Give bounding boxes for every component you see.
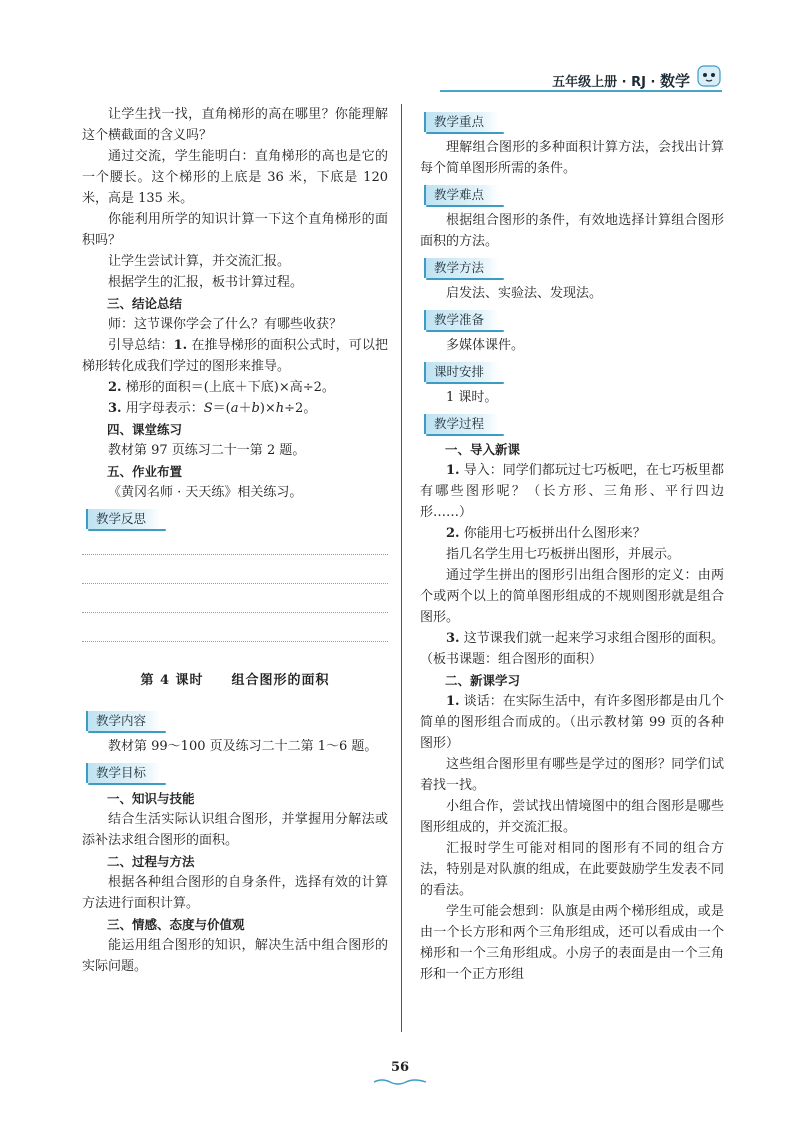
paragraph: 教材第 97 页练习二十一第 2 题。 (108, 443, 306, 458)
right-column (420, 104, 724, 985)
section-heading: 二、过程与方法 (107, 854, 195, 869)
item-number: 2. (446, 526, 460, 541)
paragraph (420, 523, 724, 544)
tag-teaching-reflection: 教学反思 (86, 509, 160, 529)
formula-op: ＋ (238, 401, 252, 416)
paragraph (420, 460, 724, 523)
paragraph: 根据学生的汇报，板书计算过程。 (108, 275, 304, 290)
item-number: 3. (108, 401, 122, 416)
paragraph (82, 377, 388, 398)
paragraph: 学生可能会想到：队旗是由两个梯形组成，或是由一个长方形和两个三角形组成，还可以看成由一个梯形和一个三角形组成。小房子的表面是由一个三角形和一个正方形组 (420, 904, 724, 982)
paragraph: 让学生尝试计算，并交流汇报。 (108, 254, 291, 269)
section-heading: 一、知识与技能 (107, 791, 195, 806)
formula-op: ÷2。 (284, 401, 317, 416)
paragraph (420, 691, 724, 754)
text-span: 在推导梯形的面积公式时，可以把梯形转化成我们学过的图形来推导。 (82, 338, 388, 374)
text-span: 导入：同学们都玩过七巧板吧，在七巧板里都有哪些图形呢？（长方形、三角形、平行四边形……） (420, 463, 724, 520)
paragraph: 根据各种组合图形的自身条件，选择有效的计算方法进行面积计算。 (82, 875, 388, 911)
header-title (552, 70, 690, 91)
paragraph: 让学生找一找，直角梯形的高在哪里？你能理解这个横截面的含义吗？ (82, 107, 388, 143)
dotted-line (82, 583, 388, 584)
paragraph: 指几名学生用七巧板拼出图形，并展示。 (446, 547, 681, 562)
lesson-title: 第 4 课时 组合图形的面积 (140, 673, 330, 688)
mascot-icon (696, 62, 722, 88)
formula-var: a (230, 401, 239, 416)
left-column (82, 104, 388, 977)
paragraph: 根据组合图形的条件，有效地选择计算组合图形面积的方法。 (420, 213, 724, 249)
paragraph: 这些组合图形里有哪些是学过的图形？同学们试着找一找。 (420, 757, 724, 793)
paragraph: 通过交流，学生能明白：直角梯形的高也是它的一个腰长。这个梯形的上底是 36 米，下底是 120 米，高是 135 米。 (82, 149, 388, 206)
page-number: 56 (390, 1060, 410, 1075)
formula-var: S (203, 401, 213, 416)
text-span: 你能用七巧板拼出什么图形来？ (459, 526, 646, 541)
formula-var: b (251, 401, 260, 416)
paragraph: 多媒体课件。 (446, 338, 525, 353)
formula-op: ＝( (212, 401, 231, 416)
paragraph: 理解组合图形的多种面积计算方法，会找出计算每个简单图形所需的条件。 (420, 140, 724, 176)
text-span: 梯形的面积＝(上底＋下底)×高÷2。 (121, 380, 335, 395)
paragraph (82, 398, 388, 419)
text-span: 引导总结： (108, 338, 174, 353)
text-span: 这节课我们就一起来学习求组合图形的面积。（板书课题：组合图形的面积） (420, 631, 724, 667)
tag-methods: 教学方法 (424, 258, 498, 278)
paragraph: 1 课时。 (446, 390, 498, 405)
paragraph: 教材第 99～100 页及练习二十二第 1～6 题。 (108, 739, 378, 754)
paragraph: 结合生活实际认识组合图形，并掌握用分解法或添补法求组合图形的面积。 (82, 812, 388, 848)
item-number: 1. (173, 338, 188, 353)
paragraph: 能运用组合图形的知识，解决生活中组合图形的实际问题。 (82, 938, 388, 974)
header-grade: 五年级上册 · RJ · (552, 75, 660, 90)
dotted-line (82, 554, 388, 555)
header-rule (440, 90, 722, 92)
tag-schedule: 课时安排 (424, 362, 498, 382)
paragraph (420, 628, 724, 670)
section-heading: 三、情感、态度与价值观 (107, 917, 245, 932)
tag-teaching-content: 教学内容 (86, 711, 160, 731)
paragraph: 汇报时学生可能对相同的图形有不同的组合方法，特别是对队旗的组成，在此要鼓励学生发表不同的看法。 (420, 841, 724, 898)
formula-op: )× (259, 401, 276, 416)
text-span: 谈话：在实际生活中，有许多图形都是由几个简单的图形组合而成的。（出示教材第 99 页的各种图形） (420, 694, 724, 751)
item-number: 2. (108, 380, 122, 395)
section-heading: 三、结论总结 (107, 296, 183, 311)
paragraph: 《黄冈名师 · 天天练》相关练习。 (108, 485, 303, 500)
header-subject: 数学 (659, 72, 690, 90)
text-span: 用字母表示： (121, 401, 204, 416)
page-number-ornament (372, 1078, 428, 1086)
paragraph: 师：这节课你学会了什么？有哪些收获？ (108, 317, 343, 332)
tag-difficulties: 教学难点 (424, 185, 498, 205)
column-divider (401, 104, 402, 1032)
paragraph: 通过学生拼出的图形引出组合图形的定义：由两个或两个以上的简单图形组成的不规则图形就是组合图形。 (420, 568, 724, 625)
section-heading: 二、新课学习 (445, 673, 521, 688)
section-heading: 一、导入新课 (445, 442, 521, 457)
paragraph: 小组合作，尝试找出情境图中的组合图形是哪些图形组成的，并交流汇报。 (420, 799, 724, 835)
paragraph: 你能利用所学的知识计算一下这个直角梯形的面积吗？ (82, 212, 388, 248)
item-number: 3. (446, 631, 460, 646)
tag-key-points: 教学重点 (424, 112, 498, 132)
section-heading: 四、课堂练习 (107, 422, 183, 437)
item-number: 1. (446, 694, 460, 709)
section-heading: 五、作业布置 (107, 464, 183, 479)
formula-var: h (275, 401, 285, 416)
reflection-lines (82, 534, 388, 642)
dotted-line (82, 612, 388, 613)
item-number: 1. (446, 463, 460, 478)
paragraph: 启发法、实验法、发现法。 (446, 286, 603, 301)
tag-teaching-goals: 教学目标 (86, 763, 160, 783)
tag-process: 教学过程 (424, 414, 498, 434)
dotted-line (82, 641, 388, 642)
paragraph (82, 335, 388, 377)
page-header (440, 68, 722, 90)
tag-preparation: 教学准备 (424, 310, 498, 330)
